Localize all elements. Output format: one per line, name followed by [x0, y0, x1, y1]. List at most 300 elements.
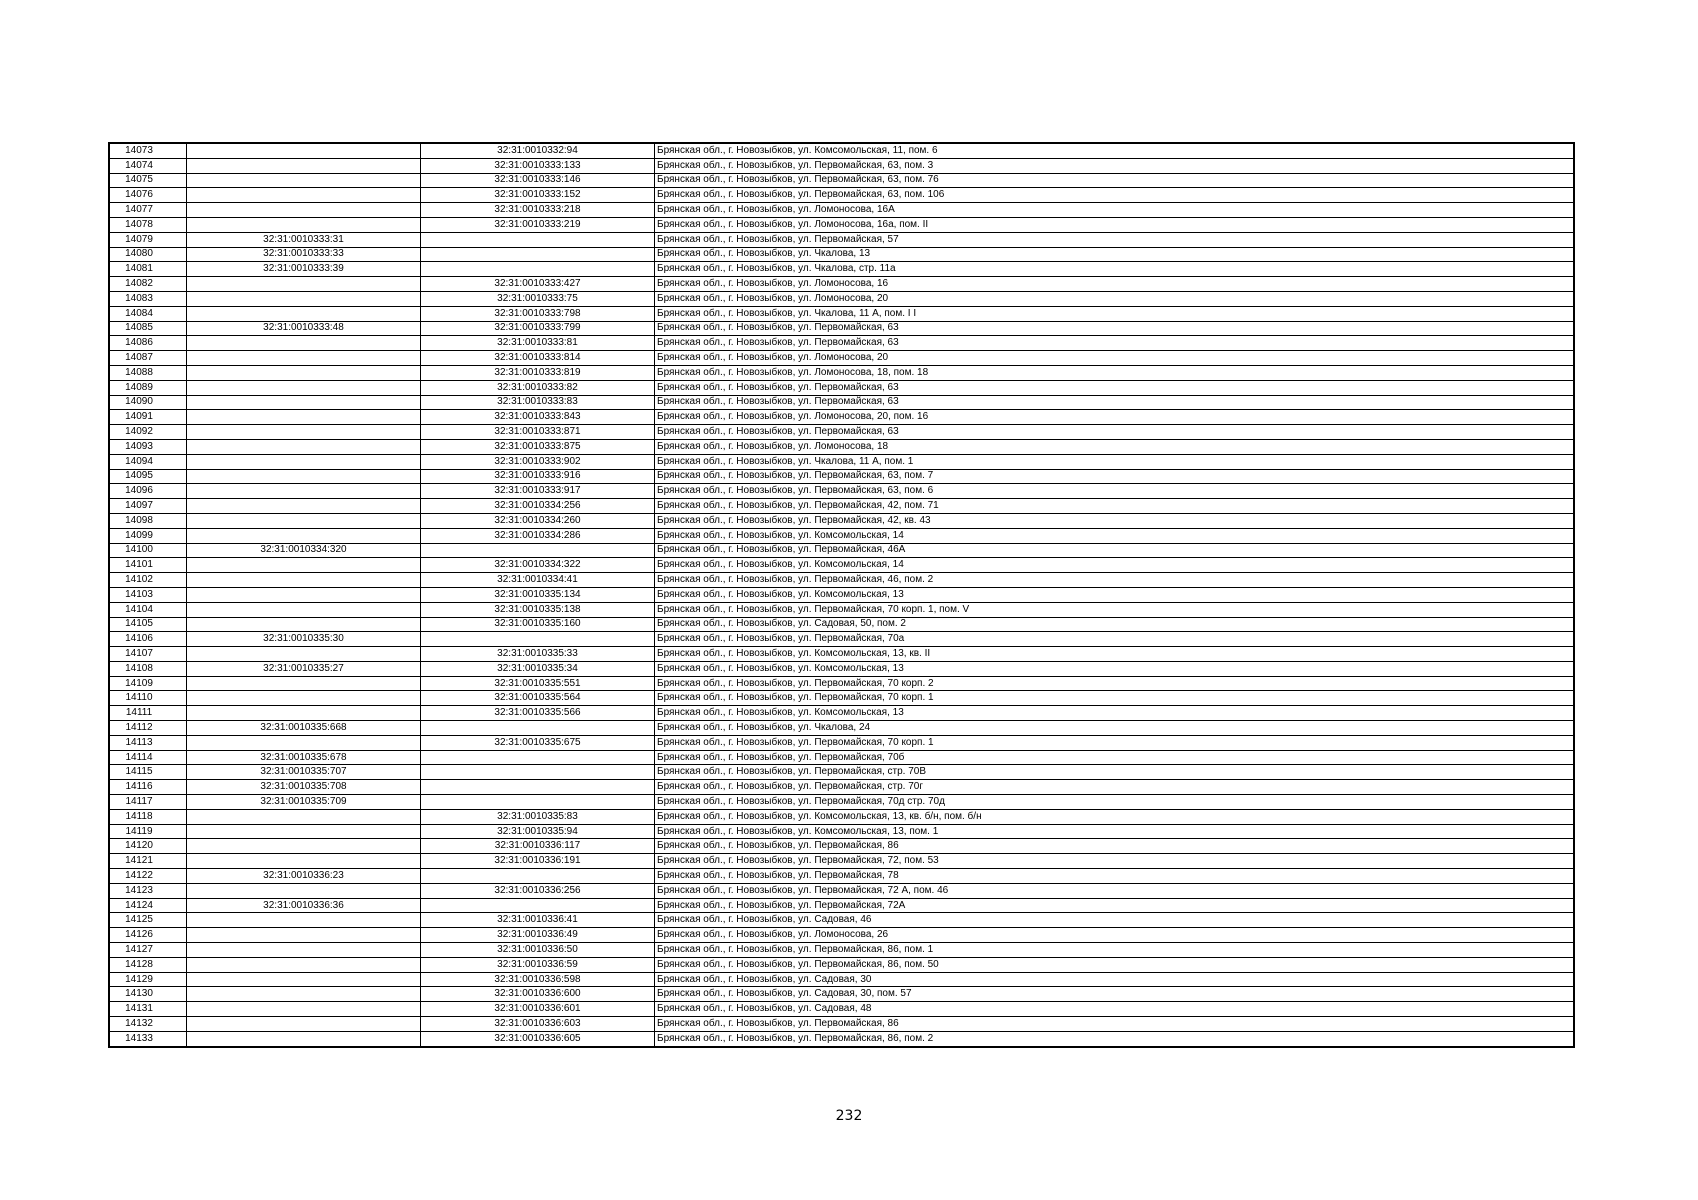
row-number-cell: 14132	[110, 1017, 187, 1032]
cadastral-number-a-cell	[187, 306, 421, 321]
cadastral-number-b-cell	[421, 869, 655, 884]
table-row	[110, 735, 1574, 750]
cadastral-number-b-cell	[421, 721, 655, 736]
table-row	[110, 587, 1574, 602]
cadastral-number-a-cell: 32:31:0010335:709	[187, 795, 421, 810]
row-number-cell: 14082	[110, 277, 187, 292]
cadastral-number-a-cell	[187, 1017, 421, 1032]
table-row	[110, 217, 1574, 232]
cadastral-number-b-cell: 32:31:0010333:83	[421, 395, 655, 410]
cadastral-number-b-cell: 32:31:0010334:286	[421, 528, 655, 543]
table-row	[110, 144, 1574, 159]
table-row	[110, 706, 1574, 721]
cadastral-number-a-cell	[187, 380, 421, 395]
address-cell: Брянская обл., г. Новозыбков, ул. Первомайская, 63	[655, 395, 1574, 410]
row-number-cell: 14087	[110, 351, 187, 366]
cadastral-number-a-cell: 32:31:0010333:33	[187, 247, 421, 262]
table-row	[110, 291, 1574, 306]
cadastral-number-a-cell	[187, 854, 421, 869]
address-cell: Брянская обл., г. Новозыбков, ул. Первомайская, 86, пом. 1	[655, 943, 1574, 958]
cadastral-number-a-cell	[187, 158, 421, 173]
address-cell: Брянская обл., г. Новозыбков, ул. Ломоносова, 20	[655, 351, 1574, 366]
row-number-cell: 14105	[110, 617, 187, 632]
address-cell: Брянская обл., г. Новозыбков, ул. Первомайская, 72, пом. 53	[655, 854, 1574, 869]
row-number-cell: 14114	[110, 750, 187, 765]
table-row	[110, 277, 1574, 292]
table-row	[110, 513, 1574, 528]
row-number-cell: 14129	[110, 972, 187, 987]
table-row	[110, 1017, 1574, 1032]
table-row	[110, 528, 1574, 543]
cadastral-number-a-cell	[187, 365, 421, 380]
cadastral-number-a-cell	[187, 217, 421, 232]
table-row	[110, 957, 1574, 972]
table-row	[110, 543, 1574, 558]
cadastral-number-b-cell: 32:31:0010335:33	[421, 647, 655, 662]
cadastral-number-b-cell: 32:31:0010335:138	[421, 602, 655, 617]
address-cell: Брянская обл., г. Новозыбков, ул. Первомайская, 70 корп. 1	[655, 691, 1574, 706]
row-number-cell: 14088	[110, 365, 187, 380]
table-row	[110, 262, 1574, 277]
table-row	[110, 469, 1574, 484]
table-row	[110, 558, 1574, 573]
table-row	[110, 1031, 1574, 1046]
table-row	[110, 247, 1574, 262]
table-row	[110, 602, 1574, 617]
address-cell: Брянская обл., г. Новозыбков, ул. Комсомольская, 13, кв. II	[655, 647, 1574, 662]
cadastral-number-a-cell	[187, 351, 421, 366]
address-cell: Брянская обл., г. Новозыбков, ул. Чкалова, 24	[655, 721, 1574, 736]
address-cell: Брянская обл., г. Новозыбков, ул. Первомайская, 63, пом. 6	[655, 484, 1574, 499]
cadastral-number-a-cell: 32:31:0010335:708	[187, 780, 421, 795]
table-row	[110, 351, 1574, 366]
cadastral-number-b-cell: 32:31:0010335:34	[421, 661, 655, 676]
row-number-cell: 14126	[110, 928, 187, 943]
cadastral-number-a-cell	[187, 676, 421, 691]
cadastral-number-a-cell: 32:31:0010335:27	[187, 661, 421, 676]
address-cell: Брянская обл., г. Новозыбков, ул. Комсомольская, 14	[655, 528, 1574, 543]
cadastral-number-b-cell: 32:31:0010333:917	[421, 484, 655, 499]
cadastral-number-b-cell: 32:31:0010336:41	[421, 913, 655, 928]
cadastral-number-a-cell	[187, 336, 421, 351]
cadastral-number-b-cell: 32:31:0010334:256	[421, 499, 655, 514]
cadastral-number-b-cell: 32:31:0010336:117	[421, 839, 655, 854]
row-number-cell: 14094	[110, 454, 187, 469]
table-row	[110, 972, 1574, 987]
cadastral-number-a-cell: 32:31:0010333:31	[187, 232, 421, 247]
address-cell: Брянская обл., г. Новозыбков, ул. Первомайская, 63, пом. 7	[655, 469, 1574, 484]
cadastral-number-a-cell: 32:31:0010334:320	[187, 543, 421, 558]
row-number-cell: 14084	[110, 306, 187, 321]
cadastral-number-a-cell: 32:31:0010335:707	[187, 765, 421, 780]
cadastral-number-b-cell: 32:31:0010333:81	[421, 336, 655, 351]
cadastral-number-b-cell: 32:31:0010335:134	[421, 587, 655, 602]
cadastral-number-a-cell	[187, 943, 421, 958]
table-row	[110, 795, 1574, 810]
row-number-cell: 14107	[110, 647, 187, 662]
table-row	[110, 365, 1574, 380]
row-number-cell: 14103	[110, 587, 187, 602]
cadastral-number-b-cell: 32:31:0010333:819	[421, 365, 655, 380]
cadastral-number-a-cell	[187, 1031, 421, 1046]
cadastral-number-b-cell: 32:31:0010333:916	[421, 469, 655, 484]
address-cell: Брянская обл., г. Новозыбков, ул. Первомайская, 70 корп. 2	[655, 676, 1574, 691]
row-number-cell: 14112	[110, 721, 187, 736]
address-cell: Брянская обл., г. Новозыбков, ул. Комсомольская, 13	[655, 661, 1574, 676]
cadastral-number-a-cell: 32:31:0010333:48	[187, 321, 421, 336]
table-row	[110, 943, 1574, 958]
address-cell: Брянская обл., г. Новозыбков, ул. Ломоносова, 18	[655, 439, 1574, 454]
page-number: 232	[835, 1108, 863, 1124]
cadastral-number-a-cell	[187, 824, 421, 839]
cadastral-number-a-cell	[187, 706, 421, 721]
address-cell: Брянская обл., г. Новозыбков, ул. Ломоносова, 16а, пом. II	[655, 217, 1574, 232]
address-cell: Брянская обл., г. Новозыбков, ул. Чкалова, 11 А, пом. 1	[655, 454, 1574, 469]
row-number-cell: 14127	[110, 943, 187, 958]
cadastral-number-a-cell	[187, 513, 421, 528]
table-row	[110, 854, 1574, 869]
row-number-cell: 14121	[110, 854, 187, 869]
row-number-cell: 14113	[110, 735, 187, 750]
cadastral-number-a-cell	[187, 484, 421, 499]
cadastral-number-b-cell: 32:31:0010334:260	[421, 513, 655, 528]
address-cell: Брянская обл., г. Новозыбков, ул. Первомайская, 72 А, пом. 46	[655, 883, 1574, 898]
table-row	[110, 750, 1574, 765]
cadastral-number-b-cell	[421, 898, 655, 913]
address-cell: Брянская обл., г. Новозыбков, ул. Первомайская, 86	[655, 839, 1574, 854]
row-number-cell: 14085	[110, 321, 187, 336]
cadastral-number-a-cell	[187, 617, 421, 632]
table-row	[110, 1002, 1574, 1017]
row-number-cell: 14119	[110, 824, 187, 839]
cadastral-number-a-cell	[187, 647, 421, 662]
address-cell: Брянская обл., г. Новозыбков, ул. Комсомольская, 14	[655, 558, 1574, 573]
address-cell: Брянская обл., г. Новозыбков, ул. Ломоносова, 18, пом. 18	[655, 365, 1574, 380]
table-row	[110, 676, 1574, 691]
cadastral-number-b-cell: 32:31:0010333:219	[421, 217, 655, 232]
table-row	[110, 158, 1574, 173]
table-row	[110, 173, 1574, 188]
row-number-cell: 14104	[110, 602, 187, 617]
cadastral-number-a-cell	[187, 558, 421, 573]
address-cell: Брянская обл., г. Новозыбков, ул. Первомайская, 63	[655, 336, 1574, 351]
address-cell: Брянская обл., г. Новозыбков, ул. Первомайская, 70а	[655, 632, 1574, 647]
cadastral-number-a-cell	[187, 957, 421, 972]
cadastral-number-b-cell	[421, 543, 655, 558]
cadastral-number-b-cell: 32:31:0010335:566	[421, 706, 655, 721]
cadastral-number-b-cell: 32:31:0010336:50	[421, 943, 655, 958]
cadastral-number-a-cell	[187, 188, 421, 203]
row-number-cell: 14083	[110, 291, 187, 306]
cadastral-number-a-cell: 32:31:0010335:30	[187, 632, 421, 647]
cadastral-number-a-cell: 32:31:0010335:678	[187, 750, 421, 765]
row-number-cell: 14074	[110, 158, 187, 173]
address-cell: Брянская обл., г. Новозыбков, ул. Садовая, 30	[655, 972, 1574, 987]
cadastral-number-b-cell: 32:31:0010336:598	[421, 972, 655, 987]
cadastral-number-b-cell	[421, 247, 655, 262]
cadastral-number-a-cell	[187, 735, 421, 750]
row-number-cell: 14097	[110, 499, 187, 514]
address-cell: Брянская обл., г. Новозыбков, ул. Комсомольская, 13, пом. 1	[655, 824, 1574, 839]
address-cell: Брянская обл., г. Новозыбков, ул. Первомайская, 63, пом. 106	[655, 188, 1574, 203]
cadastral-number-b-cell	[421, 632, 655, 647]
row-number-cell: 14075	[110, 173, 187, 188]
cadastral-number-a-cell	[187, 528, 421, 543]
row-number-cell: 14116	[110, 780, 187, 795]
table-row	[110, 780, 1574, 795]
table-row	[110, 380, 1574, 395]
address-cell: Брянская обл., г. Новозыбков, ул. Комсомольская, 11, пом. 6	[655, 144, 1574, 159]
cadastral-number-b-cell: 32:31:0010333:843	[421, 410, 655, 425]
cadastral-number-b-cell	[421, 750, 655, 765]
cadastral-number-a-cell	[187, 454, 421, 469]
address-cell: Брянская обл., г. Новозыбков, ул. Комсомольская, 13	[655, 587, 1574, 602]
cadastral-number-a-cell	[187, 913, 421, 928]
cadastral-number-a-cell: 32:31:0010333:39	[187, 262, 421, 277]
row-number-cell: 14124	[110, 898, 187, 913]
cadastral-number-b-cell: 32:31:0010335:160	[421, 617, 655, 632]
row-number-cell: 14122	[110, 869, 187, 884]
address-cell: Брянская обл., г. Новозыбков, ул. Первомайская, 46А	[655, 543, 1574, 558]
cadastral-number-b-cell: 32:31:0010333:75	[421, 291, 655, 306]
table-row	[110, 203, 1574, 218]
row-number-cell: 14077	[110, 203, 187, 218]
cadastral-number-b-cell	[421, 780, 655, 795]
cadastral-number-b-cell: 32:31:0010333:146	[421, 173, 655, 188]
table-row	[110, 839, 1574, 854]
cadastral-number-b-cell: 32:31:0010333:427	[421, 277, 655, 292]
table-row	[110, 913, 1574, 928]
address-cell: Брянская обл., г. Новозыбков, ул. Садовая, 46	[655, 913, 1574, 928]
cadastral-number-a-cell	[187, 410, 421, 425]
table-body	[110, 144, 1574, 1047]
cadastral-number-a-cell	[187, 839, 421, 854]
address-cell: Брянская обл., г. Новозыбков, ул. Первомайская, 63, пом. 76	[655, 173, 1574, 188]
table-row	[110, 928, 1574, 943]
row-number-cell: 14073	[110, 144, 187, 159]
table-row	[110, 691, 1574, 706]
row-number-cell: 14093	[110, 439, 187, 454]
table-row	[110, 661, 1574, 676]
property-registry-table	[109, 143, 1574, 1047]
row-number-cell: 14131	[110, 1002, 187, 1017]
cadastral-number-b-cell: 32:31:0010336:191	[421, 854, 655, 869]
row-number-cell: 14118	[110, 809, 187, 824]
table-row	[110, 395, 1574, 410]
address-cell: Брянская обл., г. Новозыбков, ул. Первомайская, 78	[655, 869, 1574, 884]
cadastral-number-b-cell: 32:31:0010335:94	[421, 824, 655, 839]
table-row	[110, 499, 1574, 514]
cadastral-number-b-cell	[421, 765, 655, 780]
row-number-cell: 14133	[110, 1031, 187, 1046]
table-row	[110, 484, 1574, 499]
cadastral-number-a-cell	[187, 587, 421, 602]
table-row	[110, 765, 1574, 780]
table-row	[110, 632, 1574, 647]
cadastral-number-b-cell: 32:31:0010336:601	[421, 1002, 655, 1017]
cadastral-number-a-cell	[187, 691, 421, 706]
cadastral-number-a-cell	[187, 972, 421, 987]
cadastral-number-a-cell	[187, 203, 421, 218]
row-number-cell: 14125	[110, 913, 187, 928]
cadastral-number-b-cell: 32:31:0010333:902	[421, 454, 655, 469]
row-number-cell: 14090	[110, 395, 187, 410]
table-row	[110, 721, 1574, 736]
cadastral-number-a-cell: 32:31:0010336:36	[187, 898, 421, 913]
address-cell: Брянская обл., г. Новозыбков, ул. Чкалова, стр. 11а	[655, 262, 1574, 277]
table-row	[110, 439, 1574, 454]
row-number-cell: 14095	[110, 469, 187, 484]
row-number-cell: 14123	[110, 883, 187, 898]
row-number-cell: 14130	[110, 987, 187, 1002]
row-number-cell: 14086	[110, 336, 187, 351]
row-number-cell: 14098	[110, 513, 187, 528]
address-cell: Брянская обл., г. Новозыбков, ул. Ломоносова, 16А	[655, 203, 1574, 218]
address-cell: Брянская обл., г. Новозыбков, ул. Первомайская, 42, пом. 71	[655, 499, 1574, 514]
address-cell: Брянская обл., г. Новозыбков, ул. Садовая, 50, пом. 2	[655, 617, 1574, 632]
row-number-cell: 14111	[110, 706, 187, 721]
cadastral-number-b-cell: 32:31:0010335:675	[421, 735, 655, 750]
cadastral-number-b-cell: 32:31:0010333:133	[421, 158, 655, 173]
address-cell: Брянская обл., г. Новозыбков, ул. Садовая, 30, пом. 57	[655, 987, 1574, 1002]
address-cell: Брянская обл., г. Новозыбков, ул. Первомайская, 70д стр. 70д	[655, 795, 1574, 810]
cadastral-number-a-cell	[187, 291, 421, 306]
cadastral-number-b-cell: 32:31:0010336:605	[421, 1031, 655, 1046]
table-row	[110, 188, 1574, 203]
row-number-cell: 14076	[110, 188, 187, 203]
cadastral-number-b-cell	[421, 232, 655, 247]
row-number-cell: 14096	[110, 484, 187, 499]
address-cell: Брянская обл., г. Новозыбков, ул. Комсомольская, 13	[655, 706, 1574, 721]
row-number-cell: 14108	[110, 661, 187, 676]
cadastral-number-a-cell: 32:31:0010335:668	[187, 721, 421, 736]
table-row	[110, 824, 1574, 839]
row-number-cell: 14092	[110, 425, 187, 440]
row-number-cell: 14128	[110, 957, 187, 972]
cadastral-number-a-cell	[187, 173, 421, 188]
address-cell: Брянская обл., г. Новозыбков, ул. Первомайская, 42, кв. 43	[655, 513, 1574, 528]
address-cell: Брянская обл., г. Новозыбков, ул. Первомайская, 63	[655, 380, 1574, 395]
table-row	[110, 425, 1574, 440]
cadastral-number-a-cell	[187, 469, 421, 484]
cadastral-number-a-cell	[187, 499, 421, 514]
row-number-cell: 14101	[110, 558, 187, 573]
row-number-cell: 14109	[110, 676, 187, 691]
row-number-cell: 14089	[110, 380, 187, 395]
address-cell: Брянская обл., г. Новозыбков, ул. Первомайская, 70 корп. 1, пом. V	[655, 602, 1574, 617]
address-cell: Брянская обл., г. Новозыбков, ул. Чкалова, 11 А, пом. I I	[655, 306, 1574, 321]
cadastral-number-a-cell	[187, 883, 421, 898]
address-cell: Брянская обл., г. Новозыбков, ул. Первомайская, 70б	[655, 750, 1574, 765]
row-number-cell: 14100	[110, 543, 187, 558]
cadastral-number-a-cell	[187, 987, 421, 1002]
cadastral-number-b-cell: 32:31:0010333:798	[421, 306, 655, 321]
address-cell: Брянская обл., г. Новозыбков, ул. Первомайская, 72А	[655, 898, 1574, 913]
address-cell: Брянская обл., г. Новозыбков, ул. Первомайская, 63	[655, 425, 1574, 440]
cadastral-number-b-cell: 32:31:0010336:49	[421, 928, 655, 943]
table-row	[110, 454, 1574, 469]
cadastral-number-b-cell: 32:31:0010334:41	[421, 573, 655, 588]
address-cell: Брянская обл., г. Новозыбков, ул. Первомайская, стр. 70В	[655, 765, 1574, 780]
address-cell: Брянская обл., г. Новозыбков, ул. Первомайская, 86, пом. 2	[655, 1031, 1574, 1046]
cadastral-number-a-cell	[187, 602, 421, 617]
cadastral-number-b-cell: 32:31:0010336:603	[421, 1017, 655, 1032]
row-number-cell: 14106	[110, 632, 187, 647]
address-cell: Брянская обл., г. Новозыбков, ул. Ломоносова, 20, пом. 16	[655, 410, 1574, 425]
row-number-cell: 14078	[110, 217, 187, 232]
row-number-cell: 14110	[110, 691, 187, 706]
cadastral-number-b-cell: 32:31:0010336:600	[421, 987, 655, 1002]
table-row	[110, 898, 1574, 913]
address-cell: Брянская обл., г. Новозыбков, ул. Первомайская, 57	[655, 232, 1574, 247]
address-cell: Брянская обл., г. Новозыбков, ул. Комсомольская, 13, кв. б/н, пом. б/н	[655, 809, 1574, 824]
cadastral-number-a-cell	[187, 144, 421, 159]
table-row	[110, 573, 1574, 588]
cadastral-number-b-cell	[421, 262, 655, 277]
cadastral-number-b-cell: 32:31:0010333:875	[421, 439, 655, 454]
table-row	[110, 987, 1574, 1002]
address-cell: Брянская обл., г. Новозыбков, ул. Первомайская, 63, пом. 3	[655, 158, 1574, 173]
table-row	[110, 869, 1574, 884]
cadastral-number-b-cell: 32:31:0010332:94	[421, 144, 655, 159]
table-row	[110, 232, 1574, 247]
address-cell: Брянская обл., г. Новозыбков, ул. Первомайская, 70 корп. 1	[655, 735, 1574, 750]
cadastral-number-b-cell: 32:31:0010333:218	[421, 203, 655, 218]
table-row	[110, 410, 1574, 425]
table-row	[110, 321, 1574, 336]
cadastral-number-a-cell	[187, 395, 421, 410]
cadastral-number-b-cell: 32:31:0010336:256	[421, 883, 655, 898]
table-row	[110, 336, 1574, 351]
address-cell: Брянская обл., г. Новозыбков, ул. Ломоносова, 20	[655, 291, 1574, 306]
cadastral-number-a-cell	[187, 439, 421, 454]
table-row	[110, 306, 1574, 321]
cadastral-number-b-cell: 32:31:0010335:83	[421, 809, 655, 824]
address-cell: Брянская обл., г. Новозыбков, ул. Ломоносова, 16	[655, 277, 1574, 292]
row-number-cell: 14079	[110, 232, 187, 247]
cadastral-number-b-cell: 32:31:0010333:814	[421, 351, 655, 366]
address-cell: Брянская обл., г. Новозыбков, ул. Первомайская, 86	[655, 1017, 1574, 1032]
address-cell: Брянская обл., г. Новозыбков, ул. Чкалова, 13	[655, 247, 1574, 262]
cadastral-number-b-cell: 32:31:0010333:871	[421, 425, 655, 440]
cadastral-number-b-cell: 32:31:0010335:564	[421, 691, 655, 706]
row-number-cell: 14081	[110, 262, 187, 277]
cadastral-number-b-cell: 32:31:0010336:59	[421, 957, 655, 972]
cadastral-number-a-cell	[187, 277, 421, 292]
row-number-cell: 14080	[110, 247, 187, 262]
cadastral-number-b-cell: 32:31:0010333:799	[421, 321, 655, 336]
cadastral-number-a-cell	[187, 1002, 421, 1017]
address-cell: Брянская обл., г. Новозыбков, ул. Первомайская, 63	[655, 321, 1574, 336]
row-number-cell: 14099	[110, 528, 187, 543]
cadastral-number-b-cell: 32:31:0010335:551	[421, 676, 655, 691]
row-number-cell: 14115	[110, 765, 187, 780]
row-number-cell: 14117	[110, 795, 187, 810]
address-cell: Брянская обл., г. Новозыбков, ул. Садовая, 48	[655, 1002, 1574, 1017]
address-cell: Брянская обл., г. Новозыбков, ул. Первомайская, 86, пом. 50	[655, 957, 1574, 972]
cadastral-number-a-cell	[187, 809, 421, 824]
cadastral-number-a-cell: 32:31:0010336:23	[187, 869, 421, 884]
row-number-cell: 14091	[110, 410, 187, 425]
row-number-cell: 14120	[110, 839, 187, 854]
table-row	[110, 647, 1574, 662]
table-row	[110, 883, 1574, 898]
cadastral-number-b-cell	[421, 795, 655, 810]
address-cell: Брянская обл., г. Новозыбков, ул. Первомайская, стр. 70г	[655, 780, 1574, 795]
row-number-cell: 14102	[110, 573, 187, 588]
cadastral-number-a-cell	[187, 928, 421, 943]
cadastral-number-a-cell	[187, 425, 421, 440]
